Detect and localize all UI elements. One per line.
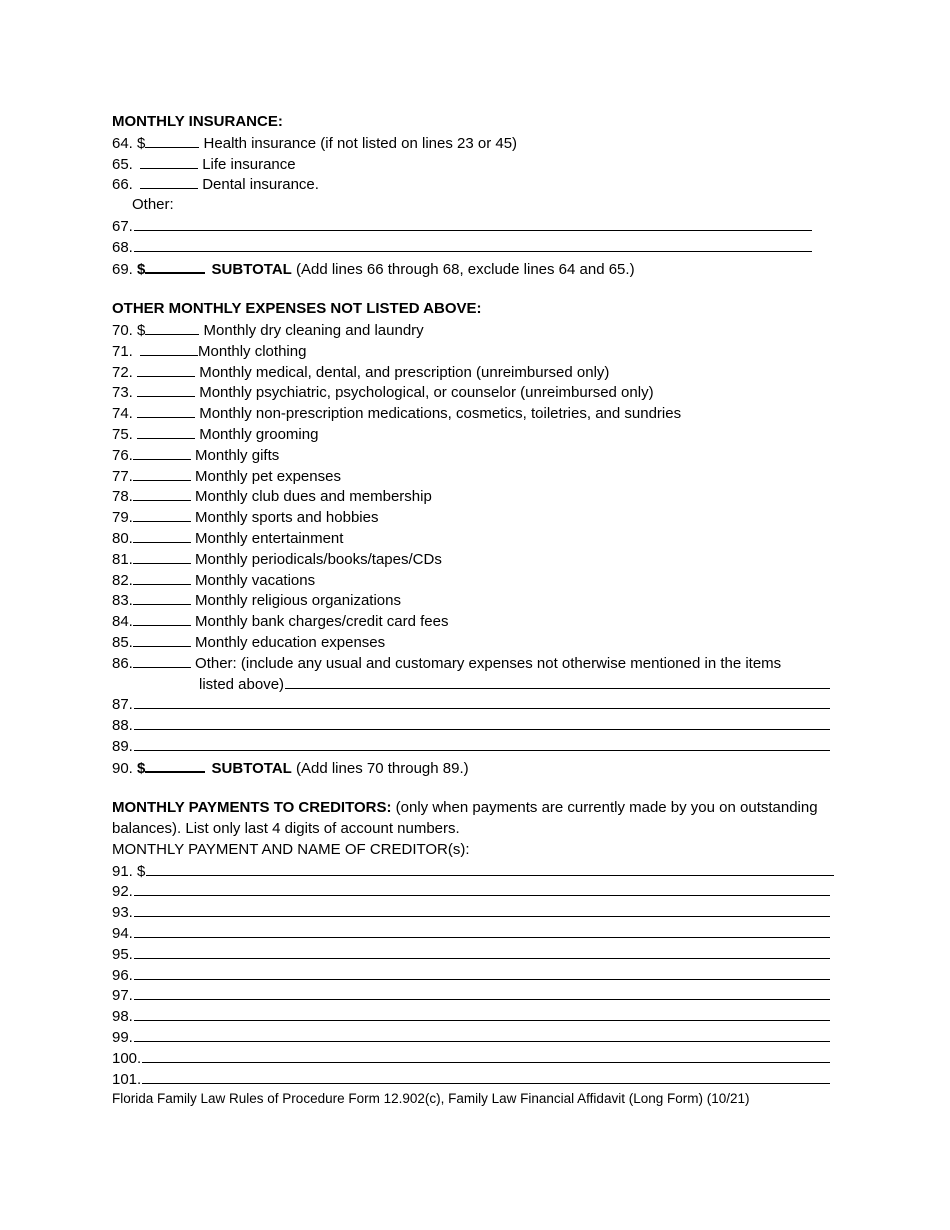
line-91[interactable] xyxy=(112,861,834,882)
item-label: Monthly periodicals/books/tapes/CDs xyxy=(195,550,442,568)
line-95[interactable] xyxy=(112,944,830,965)
line-69-subtotal xyxy=(112,258,834,279)
amount-blank[interactable] xyxy=(140,341,198,356)
line-number: 65. xyxy=(112,155,133,173)
line-number: 99. xyxy=(112,1029,133,1047)
line-67[interactable] xyxy=(112,216,812,237)
line-68[interactable] xyxy=(112,237,812,258)
line-99[interactable] xyxy=(112,1027,830,1048)
amount-blank[interactable] xyxy=(133,486,191,501)
line-86 xyxy=(112,653,834,674)
amount-blank[interactable] xyxy=(133,507,191,522)
line-number: 75. xyxy=(112,425,133,443)
line-number: 93. xyxy=(112,904,133,922)
line-78 xyxy=(112,486,834,507)
amount-blank[interactable] xyxy=(133,590,191,605)
other-label: Other: xyxy=(132,196,174,214)
line-number: 85. xyxy=(112,633,133,651)
item-label: Monthly religious organizations xyxy=(195,592,401,610)
dollar-sign: $ xyxy=(137,759,146,777)
line-number: 77. xyxy=(112,467,133,485)
line-number: 87. xyxy=(112,696,133,714)
amount-blank[interactable] xyxy=(133,611,191,626)
amount-blank-64[interactable] xyxy=(145,133,199,148)
line-number: 91. xyxy=(112,862,133,880)
line-number: 94. xyxy=(112,925,133,943)
fill-rule xyxy=(134,1006,830,1021)
line-79 xyxy=(112,507,834,528)
fill-rule xyxy=(142,1048,830,1063)
creditors-instructions: (only when payments are currently made by you on outstanding balances). List only last 4 digits of account numbers. xyxy=(112,799,818,838)
fill-rule xyxy=(134,902,830,917)
section-heading-other-expenses: OTHER MONTHLY EXPENSES NOT LISTED ABOVE: xyxy=(112,300,482,318)
line-64 xyxy=(112,133,834,154)
fill-rule xyxy=(134,985,830,1000)
line-74 xyxy=(112,403,834,424)
form-content xyxy=(112,112,834,1110)
line-number: 89. xyxy=(112,737,133,755)
item-label: Monthly bank charges/credit card fees xyxy=(195,613,449,631)
line-number: 68. xyxy=(112,238,133,256)
dollar-sign: $ xyxy=(137,134,146,152)
item-label: Monthly gifts xyxy=(195,446,280,464)
line-65 xyxy=(112,154,834,175)
subtotal-note: (Add lines 70 through 89.) xyxy=(296,759,469,777)
item-label: Monthly non-prescription medications, cosmetics, toiletries, and sundries xyxy=(199,405,682,423)
line-80 xyxy=(112,528,834,549)
item-label: Health insurance (if not listed on lines 23 or 45) xyxy=(203,134,518,152)
dollar-sign: $ xyxy=(137,862,146,880)
line-number: 86. xyxy=(112,654,133,672)
item-label: Monthly medical, dental, and prescription (unreimbursed only) xyxy=(199,363,610,381)
line-number: 98. xyxy=(112,1008,133,1026)
item-label: Monthly club dues and membership xyxy=(195,488,432,506)
subtotal-label: SUBTOTAL xyxy=(211,260,292,278)
line-number: 69. xyxy=(112,260,133,278)
dollar-sign: $ xyxy=(137,321,146,339)
item-label: Monthly vacations xyxy=(195,571,316,589)
line-number: 64. xyxy=(112,134,133,152)
line-96[interactable] xyxy=(112,965,830,986)
item-label: Monthly grooming xyxy=(199,425,319,443)
line-93[interactable] xyxy=(112,902,830,923)
creditors-intro xyxy=(112,798,834,840)
line-number: 74. xyxy=(112,405,133,423)
item-label: Monthly education expenses xyxy=(195,633,386,651)
line-92[interactable] xyxy=(112,881,830,902)
line-76 xyxy=(112,445,834,466)
fill-rule xyxy=(134,216,812,231)
item-label: Dental insurance. xyxy=(202,176,319,194)
amount-blank[interactable] xyxy=(137,362,195,377)
line-90-subtotal xyxy=(112,757,834,778)
item-label: Other: (include any usual and customary expenses not otherwise mentioned in the items xyxy=(195,654,782,672)
amount-blank[interactable] xyxy=(133,549,191,564)
section-heading-insurance: MONTHLY INSURANCE: xyxy=(112,113,283,130)
line-number: 84. xyxy=(112,613,133,631)
line-number: 66. xyxy=(112,176,133,194)
line-number: 70. xyxy=(112,321,133,339)
subtotal-blank-69[interactable] xyxy=(145,258,205,274)
item-label: Monthly sports and hobbies xyxy=(195,509,379,527)
amount-blank[interactable] xyxy=(133,632,191,647)
line-66 xyxy=(112,174,834,195)
subtotal-blank-90[interactable] xyxy=(145,757,205,773)
line-number: 67. xyxy=(112,217,133,235)
line-number: 76. xyxy=(112,446,133,464)
section-heading-creditors: MONTHLY PAYMENTS TO CREDITORS: xyxy=(112,799,392,817)
line-89[interactable] xyxy=(112,736,830,757)
line-98[interactable] xyxy=(112,1006,830,1027)
fill-rule xyxy=(134,694,830,709)
line-number: 100. xyxy=(112,1049,142,1067)
fill-rule xyxy=(146,861,834,876)
line-number: 88. xyxy=(112,717,133,735)
line-number: 92. xyxy=(112,883,133,901)
creditors-subheading: MONTHLY PAYMENT AND NAME OF CREDITOR(s): xyxy=(112,840,470,858)
line-100[interactable] xyxy=(112,1048,830,1069)
subtotal-note: (Add lines 66 through 68, exclude lines 64 and 65.) xyxy=(296,260,635,278)
line-number: 97. xyxy=(112,987,133,1005)
line-72 xyxy=(112,362,834,383)
line-number: 79. xyxy=(112,509,133,527)
amount-blank[interactable] xyxy=(133,466,191,481)
amount-blank[interactable] xyxy=(133,653,191,668)
amount-blank[interactable] xyxy=(133,445,191,460)
subtotal-label: SUBTOTAL xyxy=(211,759,292,777)
fill-rule xyxy=(134,965,830,980)
line-number: 71. xyxy=(112,342,133,360)
line-number: 72. xyxy=(112,363,133,381)
amount-blank[interactable] xyxy=(137,424,195,439)
line-number: 81. xyxy=(112,550,133,568)
dollar-sign: $ xyxy=(137,260,146,278)
line-84 xyxy=(112,611,834,632)
line-70 xyxy=(112,320,834,341)
line-number: 80. xyxy=(112,529,133,547)
item-label: Monthly psychiatric, psychological, or counselor (unreimbursed only) xyxy=(199,384,654,402)
fill-rule xyxy=(134,237,812,252)
item-label: Monthly entertainment xyxy=(195,529,344,547)
amount-blank[interactable] xyxy=(133,528,191,543)
line-83 xyxy=(112,590,834,611)
item-label: Monthly dry cleaning and laundry xyxy=(203,321,424,339)
line-73 xyxy=(112,382,834,403)
form-footer: Florida Family Law Rules of Procedure Form 12.902(c), Family Law Financial Affidavit (Long Form) (10/21) xyxy=(112,1091,750,1107)
fill-rule xyxy=(134,944,830,959)
fill-rule xyxy=(142,1069,830,1084)
line-85 xyxy=(112,632,834,653)
line-77 xyxy=(112,466,834,487)
fill-rule xyxy=(134,923,830,938)
amount-blank[interactable] xyxy=(145,320,199,335)
fill-rule xyxy=(134,715,830,730)
line-number: 73. xyxy=(112,384,133,402)
line-75 xyxy=(112,424,834,445)
fill-rule xyxy=(285,674,830,689)
line-number: 78. xyxy=(112,488,133,506)
item-label-continued: listed above) xyxy=(199,675,285,693)
fill-rule xyxy=(134,736,830,751)
amount-blank-66[interactable] xyxy=(140,174,198,189)
item-label: Life insurance xyxy=(202,155,296,173)
line-97[interactable] xyxy=(112,985,830,1006)
amount-blank[interactable] xyxy=(137,382,195,397)
amount-blank[interactable] xyxy=(133,570,191,585)
line-number: 90. xyxy=(112,759,133,777)
line-number: 101. xyxy=(112,1070,142,1088)
line-number: 96. xyxy=(112,966,133,984)
item-label: Monthly pet expenses xyxy=(195,467,341,485)
line-87[interactable] xyxy=(112,694,830,715)
line-88[interactable] xyxy=(112,715,830,736)
line-101[interactable] xyxy=(112,1069,830,1090)
line-71 xyxy=(112,341,834,362)
line-number: 82. xyxy=(112,571,133,589)
line-number: 83. xyxy=(112,592,133,610)
line-94[interactable] xyxy=(112,923,830,944)
item-label: Monthly clothing xyxy=(198,342,307,360)
fill-rule xyxy=(134,881,830,896)
amount-blank-65[interactable] xyxy=(140,154,198,169)
fill-rule xyxy=(134,1027,830,1042)
amount-blank[interactable] xyxy=(137,403,195,418)
line-number: 95. xyxy=(112,945,133,963)
line-81 xyxy=(112,549,834,570)
line-82 xyxy=(112,570,834,591)
line-86-continued[interactable] xyxy=(112,674,830,695)
